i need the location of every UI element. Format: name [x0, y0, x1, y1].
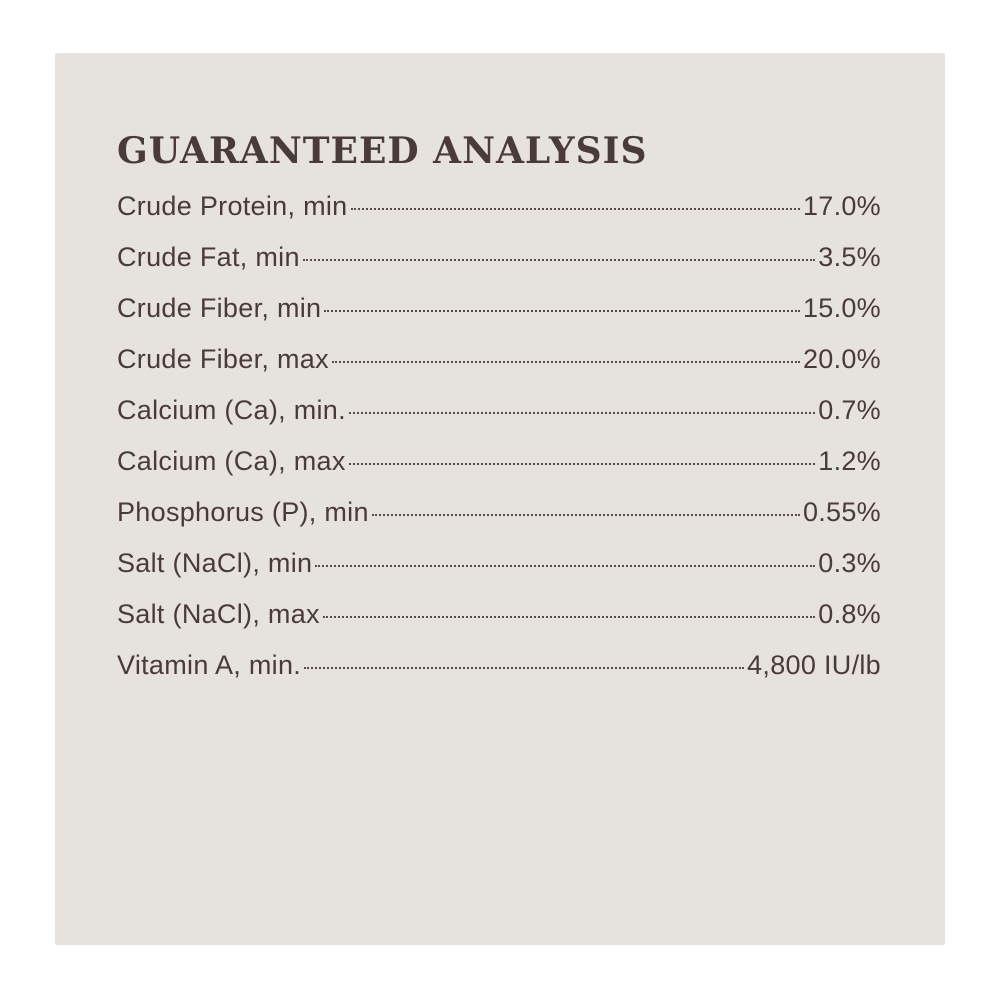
analysis-row-crude-fat-min — [117, 242, 881, 293]
analysis-row-calcium-min — [117, 395, 881, 446]
dot-leader — [351, 208, 800, 210]
analysis-row-crude-protein-min — [117, 191, 881, 242]
row-label: Crude Fiber, min — [117, 293, 322, 323]
row-value: 20.0% — [802, 344, 881, 374]
row-value: 17.0% — [802, 191, 881, 221]
dot-leader — [349, 463, 816, 465]
dot-leader — [304, 667, 744, 669]
row-label: Calcium (Ca), min. — [117, 395, 346, 425]
row-value: 4,800 IU/lb — [747, 650, 881, 680]
analysis-row-phosphorus-min — [117, 497, 881, 548]
dot-leader — [324, 310, 800, 312]
row-label: Crude Protein, min — [117, 191, 348, 221]
analysis-row-crude-fiber-max — [117, 344, 881, 395]
dot-leader — [315, 565, 815, 567]
row-value: 15.0% — [802, 293, 881, 323]
row-value: 3.5% — [818, 242, 881, 272]
row-label: Crude Fat, min — [117, 242, 300, 272]
analysis-title: GUARANTEED ANALYSIS — [117, 130, 648, 172]
dot-leader — [332, 361, 800, 363]
dot-leader — [372, 514, 800, 516]
row-label: Crude Fiber, max — [117, 344, 329, 374]
analysis-row-calcium-max — [117, 446, 881, 497]
dot-leader — [323, 616, 815, 618]
analysis-list — [117, 191, 881, 701]
analysis-card — [55, 53, 945, 945]
analysis-row-salt-max — [117, 599, 881, 650]
row-value: 0.8% — [818, 599, 881, 629]
row-value: 0.55% — [802, 497, 881, 527]
analysis-row-crude-fiber-min — [117, 293, 881, 344]
dot-leader — [303, 259, 815, 261]
row-label: Salt (NaCl), min — [117, 548, 313, 578]
row-label: Salt (NaCl), max — [117, 599, 320, 629]
analysis-row-salt-min — [117, 548, 881, 599]
row-value: 1.2% — [818, 446, 881, 476]
row-value: 0.3% — [818, 548, 881, 578]
row-label: Vitamin A, min. — [117, 650, 302, 680]
row-label: Calcium (Ca), max — [117, 446, 346, 476]
row-label: Phosphorus (P), min — [117, 497, 369, 527]
row-value: 0.7% — [818, 395, 881, 425]
dot-leader — [349, 412, 815, 414]
analysis-row-vitamin-a-min — [117, 650, 881, 701]
